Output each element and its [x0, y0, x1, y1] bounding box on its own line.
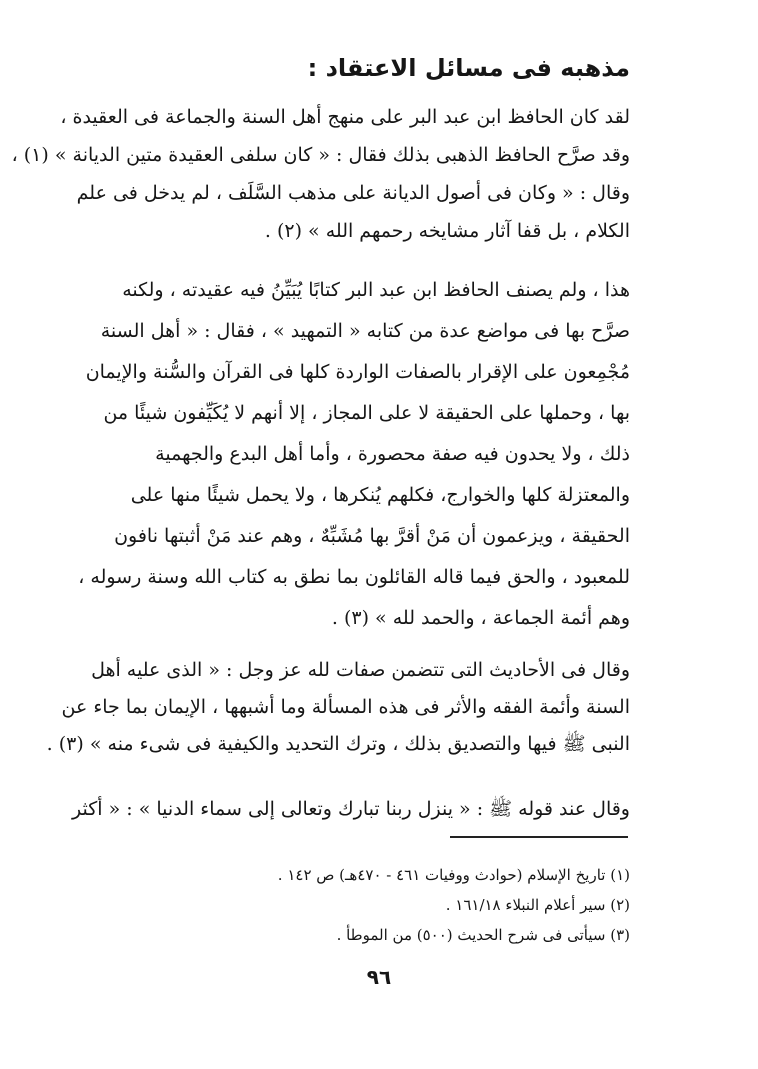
text-line: هذا ، ولم يصنف الحافظ ابن عبد البر كتابًا يُبَيِّنُ فيه عقيدته ، ولكنه: [122, 279, 630, 301]
page-number: ٩٦: [366, 965, 392, 989]
section-heading: مذهبه فى مسائل الاعتقاد :: [307, 54, 630, 82]
footnotes: [200, 860, 630, 950]
text-line: صرَّح بها فى مواضع عدة من كتابه « التمهيد » ، فقال : « أهل السنة: [100, 320, 630, 342]
text-line: والمعتزلة كلها والخوارج، فكلهم يُنكرها ، ولا يحمل شيئًا منها على: [130, 484, 630, 506]
text-line: وقال : « وكان فى أصول الديانة على مذهب السَّلَف ، لم يدخل فى علم: [76, 182, 630, 204]
text-line: وقال فى الأحاديث التى تتضمن صفات لله عز وجل : « الذى عليه أهل: [91, 659, 630, 681]
paragraph-attributes-hadith: [46, 652, 630, 763]
text-line: ذلك ، ولا يحدون فيه صفة محصورة ، وأما أهل البدع والجهمية: [155, 443, 630, 465]
text-line: بها ، وحملها على الحقيقة لا على المجاز ، إلا أنهم لا يُكَيِّفون شيئًا من: [103, 402, 630, 424]
text-line: للمعبود ، والحق فيما قاله القائلون بما نطق به كتاب الله وسنة رسوله ،: [78, 566, 630, 588]
text-line: لقد كان الحافظ ابن عبد البر على منهج أهل السنة والجماعة فى العقيدة ،: [60, 106, 630, 128]
text-line: وقال عند قوله ﷺ : « ينزل ربنا تبارك وتعالى إلى سماء الدنيا » : « أكثر: [72, 798, 630, 820]
paragraph-creed-intro: [11, 98, 630, 250]
footnote-item: (٢) سير أعلام النبلاء ١٦١/١٨ .: [445, 896, 630, 914]
text-line: الكلام ، بل قفا آثار مشايخه رحمهم الله » (٢) .: [264, 220, 630, 242]
text-line: السنة وأئمة الفقه والأثر فى هذه المسألة وما أشبهها ، الإيمان بما جاء عن: [61, 696, 630, 718]
text-line: الحقيقة ، ويزعمون أن مَنْ أقرَّ بها مُشَبِّهٌ ، وهم عند مَنْ أثبتها نافون: [114, 525, 630, 547]
text-line: النبى ﷺ فيها والتصديق بذلك ، وترك التحديد والكيفية فى شىء منه » (٣) .: [46, 733, 630, 755]
footnote-divider: [450, 836, 628, 838]
paragraph-tamhid-quote: [58, 270, 630, 639]
footnote-item: (١) تاريخ الإسلام (حوادث ووفيات ٤٦١ - ٤٧٠هـ) ص ١٤٢ .: [277, 866, 630, 884]
paragraph-descent-hadith: [58, 790, 630, 828]
text-line: مُجْمِعون على الإقرار بالصفات الواردة كلها فى القرآن والسُّنة والإيمان: [85, 361, 630, 383]
text-line: وهم أئمة الجماعة ، والحمد لله » (٣) .: [331, 607, 630, 629]
text-line: وقد صرَّح الحافظ الذهبى بذلك فقال : « كان سلفى العقيدة متين الديانة » (١) ،: [11, 144, 630, 166]
footnote-item: (٣) سيأتى فى شرح الحديث (٥٠٠) من الموطأ .: [336, 926, 630, 944]
